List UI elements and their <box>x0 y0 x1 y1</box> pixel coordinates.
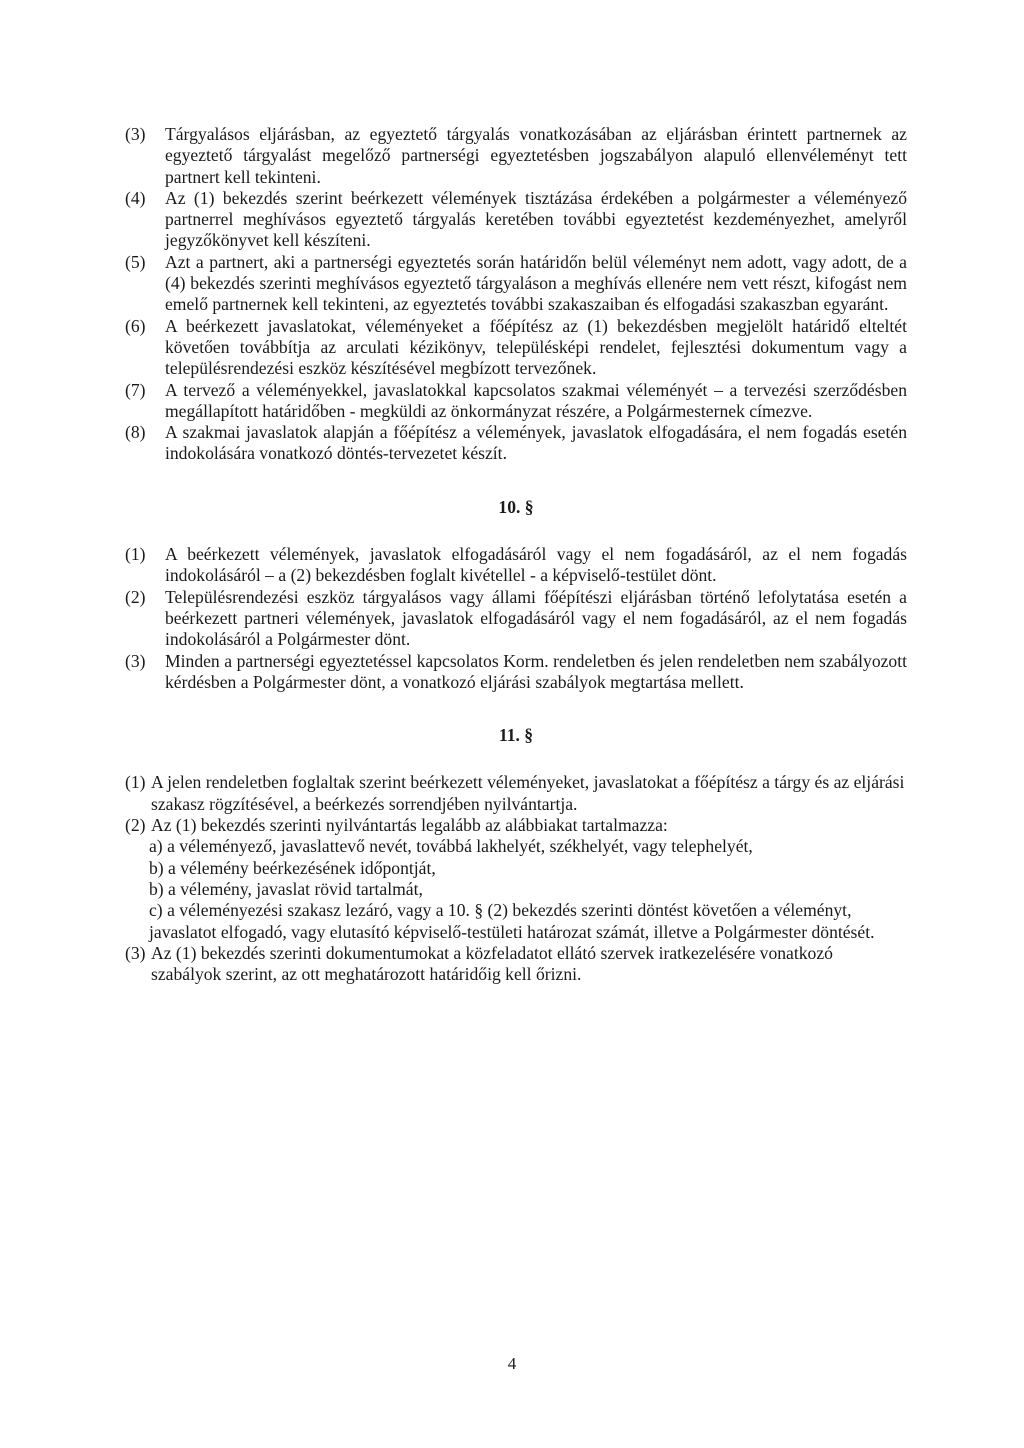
list-item: b) a vélemény beérkezésének időpontját, <box>149 857 436 878</box>
list-item: a) a véleményező, javaslattevő nevét, továbbá lakhelyét, székhelyét, vagy telephelyét, <box>149 836 753 857</box>
paragraph-text: Az (1) bekezdés szerinti nyilvántartás legalább az alábbiakat tartalmazza: <box>151 815 668 836</box>
paragraph-10-3 <box>125 651 907 694</box>
paragraph-11-2 <box>125 815 907 836</box>
page-number: 4 <box>507 1354 517 1373</box>
section-10 <box>125 544 907 693</box>
paragraph-9-6 <box>125 316 907 380</box>
paragraph-number: (3) <box>125 650 146 671</box>
paragraph-text: A beérkezett vélemények, javaslatok elfogadásáról vagy el nem fogadásáról, az el nem fogadás indokolásáról – a (2) bekezdésben foglalt kivétellel - a képviselő-testület dönt. <box>165 544 907 586</box>
paragraph-text: Azt a partnert, aki a partnerségi egyeztetés során határidőn belül véleményt nem adott, vagy adott, de a (4) bekezdés szerinti meghívásos egyeztető tárgyaláson a meghívás ellenére nem vett részt, kifogást nem emelő partnernek kell tekinteni, az egyeztetés további szakaszaiban és elfogadási szakaszban egyaránt. <box>165 251 907 315</box>
paragraph-11-3 <box>125 943 907 986</box>
paragraph-text: Az (1) bekezdés szerinti dokumentumokat a közfeladatot ellátó szervek iratkezelésére vonatkozó szabályok szerint, az ott meghatározott határidőig kell őrizni. <box>151 942 833 985</box>
paragraph-number: (5) <box>125 251 146 272</box>
paragraph-number: (3) <box>125 942 146 963</box>
paragraph-number: (2) <box>125 586 146 607</box>
paragraph-10-1 <box>125 544 907 587</box>
paragraph-number: (6) <box>125 315 146 336</box>
paragraph-9-3 <box>125 124 907 188</box>
paragraph-text: Az (1) bekezdés szerint beérkezett vélemények tisztázása érdekében a polgármester a véleményező partnerrel meghívásos egyeztető tárgyalás keretében további egyeztetést kezdeményezhet, amelyről jegyzőkönyvet kell készíteni. <box>165 187 907 251</box>
paragraph-number: (3) <box>125 124 146 144</box>
paragraph-number: (7) <box>125 379 146 400</box>
paragraph-number: (4) <box>125 187 146 208</box>
paragraph-text: Tárgyalásos eljárásban, az egyeztető tárgyalás vonatkozásában az eljárásban érintett partnernek az egyeztető tárgyalást megelőző partnerségi egyeztetésben jogszabályon alapuló ellenvéleményt tett partnert kell tekinteni. <box>165 124 907 187</box>
list-item: b) a vélemény, javaslat rövid tartalmát, <box>149 878 423 899</box>
paragraph-9-8 <box>125 422 907 465</box>
paragraph-number: (1) <box>125 544 146 565</box>
section-11 <box>125 772 907 985</box>
paragraph-text: A tervező a véleményekkel, javaslatokkal kapcsolatos szakmai véleményét – a tervezési szerződésben megállapított határidőben - megküldi az önkormányzat részére, a Polgármesternek címezve. <box>165 379 907 421</box>
paragraph-text: Településrendezési eszköz tárgyalásos vagy állami főépítészi eljárásban történő lefolytatása esetén a beérkezett partneri vélemények, javaslatok elfogadásáról vagy el nem fogadásáról, az el nem fogadás indokolásáról a Polgármester dönt. <box>165 586 907 650</box>
document-page <box>125 124 907 985</box>
paragraph-number: (8) <box>125 422 146 443</box>
paragraph-number: (2) <box>125 815 146 836</box>
paragraph-11-1 <box>125 772 907 815</box>
paragraph-number: (1) <box>125 772 146 793</box>
paragraph-text: A jelen rendeletben foglaltak szerint beérkezett véleményeket, javaslatokat a főépítész a tárgy és az eljárási szakasz rögzítésével, a beérkezés sorrendjében nyilvántartja. <box>151 772 905 814</box>
paragraph-11-2-items <box>149 836 907 942</box>
section-11-title: 11. § <box>498 725 534 746</box>
paragraph-10-2 <box>125 587 907 651</box>
paragraph-9-7 <box>125 380 907 423</box>
section-9-tail <box>125 124 907 465</box>
paragraph-9-4 <box>125 188 907 252</box>
section-10-title: 10. § <box>498 496 534 517</box>
list-item: c) a véleményezési szakasz lezáró, vagy a 10. § (2) bekezdés szerinti döntést követően a véleményt, javaslatot elfogadó, vagy elutasító képviselő-testületi határozat számát, illetve a Polgármester döntését. <box>149 900 875 942</box>
paragraph-9-5 <box>125 252 907 316</box>
paragraph-text: Minden a partnerségi egyeztetéssel kapcsolatos Korm. rendeletben és jelen rendeletben nem szabályozott kérdésben a Polgármester dönt, a vonatkozó eljárási szabályok megtartása mellett. <box>165 650 907 692</box>
paragraph-text: A beérkezett javaslatokat, véleményeket a főépítész az (1) bekezdésben megjelölt határidő elteltét követően továbbítja az arculati kézikönyv, településképi rendelet, fejlesztési dokumentum vagy a településrendezési eszköz készítésével megbízott tervezőnek. <box>165 315 907 379</box>
paragraph-text: A szakmai javaslatok alapján a főépítész a vélemények, javaslatok elfogadására, el nem fogadás esetén indokolására vonatkozó döntés-tervezetet készít. <box>165 422 907 464</box>
